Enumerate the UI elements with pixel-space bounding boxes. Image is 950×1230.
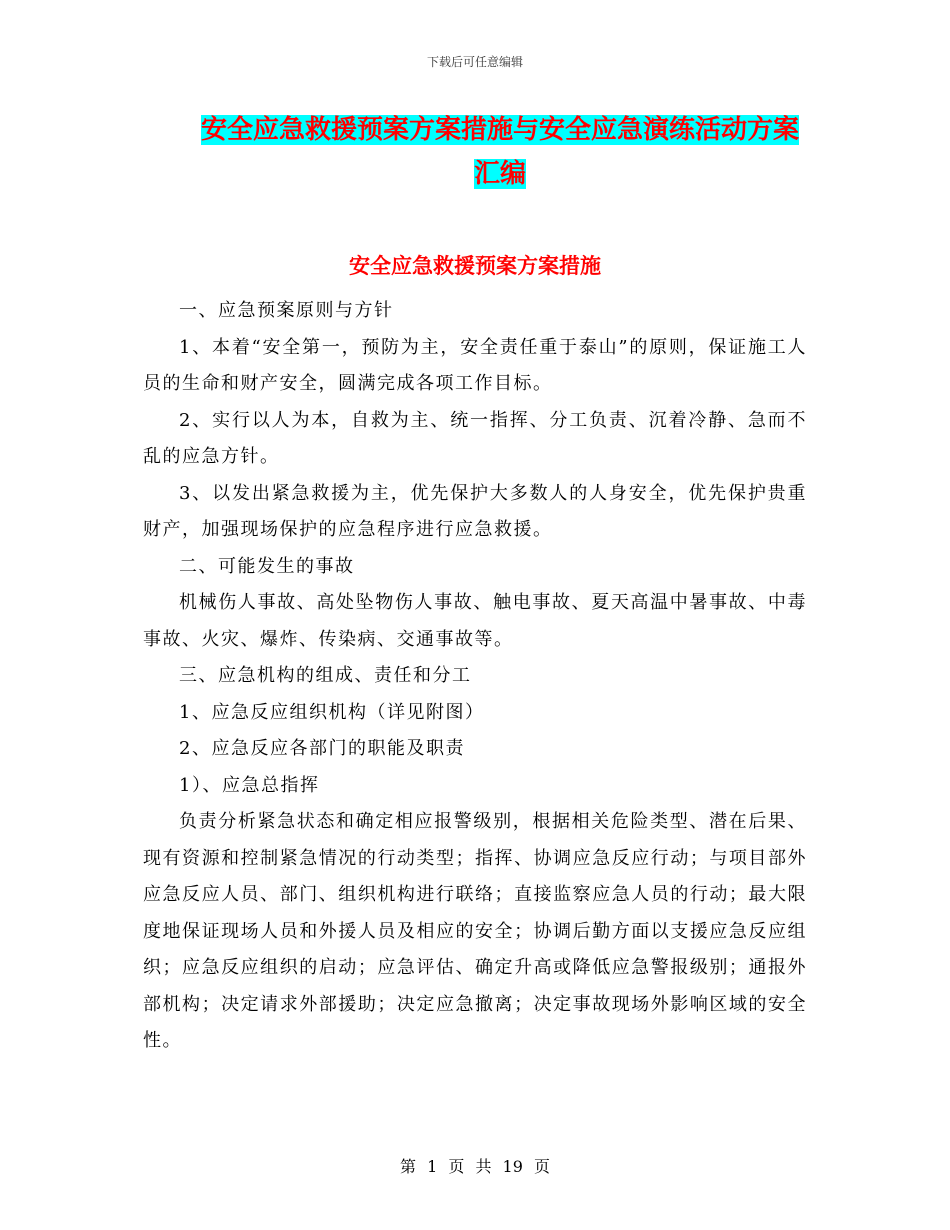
section-title: 安全应急救援预案方案措施 [349,254,601,278]
paragraph: 1、本着“安全第一，预防为主，安全责任重于泰山”的原则，保证施工人员的生命和财产安全，圆满完成各项工作目标。 [143,336,807,394]
paragraph-heading-1: 一、应急预案原则与方针 [179,300,394,321]
header-note: 下载后可任意编辑 [426,55,523,69]
paragraph: 负责分析紧急状态和确定相应报警级别，根据相关危险类型、潜在后果、现有资源和控制紧急情况的行动类型；指挥、协调应急反应行动；与项目部外应急反应人员、部门、组织机构进行联络；直接监察应急人员的行动；最大限度地保证现场人员和外援人员及相应的安全；协调后勤方面以支援应急反应组织；应急反应组织的启动；应急评估、确定升高或降低应急警报级别；通报外部机构；决定请求外部援助；决定应急撤离；决定事故现场外影响区域的安全性。 [143,811,807,1051]
paragraph-heading-2: 二、可能发生的事故 [179,555,355,577]
paragraph-heading-3: 三、应急机构的组成、责任和分工 [179,665,472,686]
paragraph: 2、实行以人为本，自救为主、统一指挥、分工负责、沉着冷静、急而不乱的应急方针。 [143,409,807,467]
document-title [150,108,850,196]
document-title-line-1: 安全应急救援预案方案措施与安全应急演练活动方案 [200,115,799,145]
paragraph: 2、应急反应各部门的职能及职责 [179,738,465,759]
document-body [143,293,807,1060]
paragraph: 机械伤人事故、高处坠物伤人事故、触电事故、夏天高温中暑事故、中毒事故、火灾、爆炸、传染病、交通事故等。 [143,592,807,650]
paragraph-subheading: 1）、应急总指挥 [179,774,320,796]
paragraph: 3、以发出紧急救援为主，优先保护大多数人的人身安全，优先保护贵重财产，加强现场保护的应急程序进行应急救援。 [143,482,807,540]
page-number-footer: 第 1 页 共 19 页 [400,1157,550,1176]
document-title-line-2: 汇编 [473,159,526,189]
paragraph: 1、应急反应组织机构（详见附图） [179,701,485,723]
